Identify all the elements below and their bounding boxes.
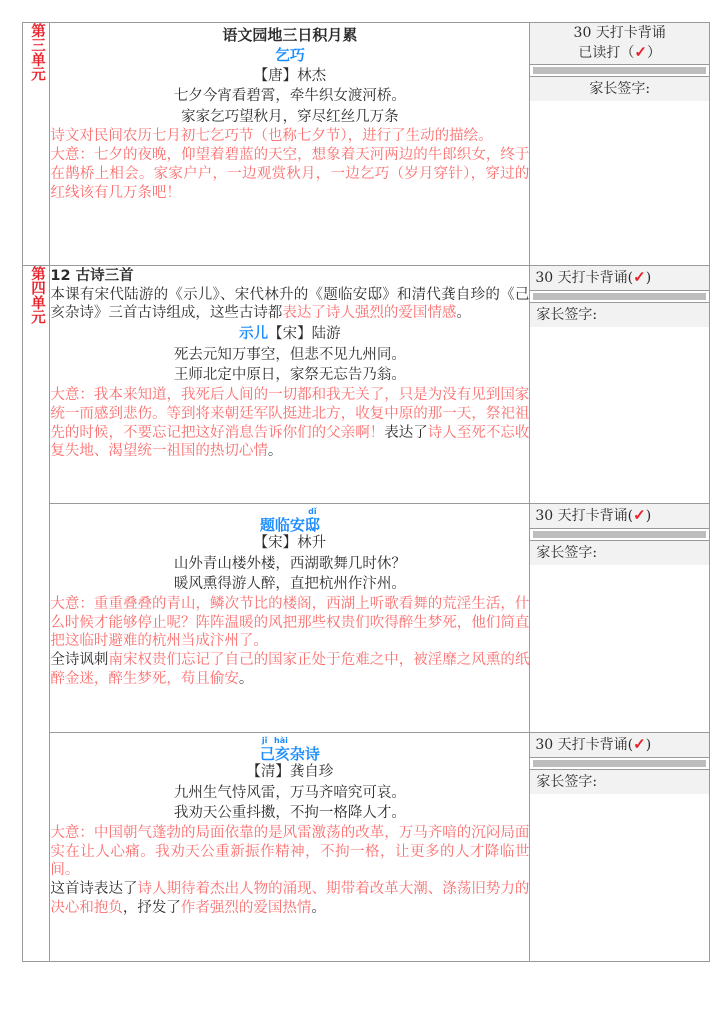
poem-author-shier: 【宋】陆游	[268, 326, 341, 343]
checkin-header-prefix: 30 天打卡背诵(	[535, 737, 634, 753]
table-row	[23, 266, 710, 504]
worksheet-table	[22, 22, 710, 962]
checkin-box[interactable]	[534, 537, 568, 538]
note-run-2: ，抒发了	[122, 900, 181, 917]
note-paragraph	[50, 146, 529, 203]
note-run-4: 。	[311, 900, 326, 917]
checkin-grid[interactable]	[533, 760, 706, 767]
poem-title-shier: 示儿	[239, 326, 269, 343]
note-run-0: 大意：中国朝气蓬勃的局面依靠的是风雷激荡的改革，万马齐喑的沉闷局面实在让人心痛。我劝天公重新振作精神，不拘一格，让更多的人才降临世间。	[50, 824, 530, 879]
note-run-3: 作者强烈的爱国热情	[180, 900, 312, 917]
note-run-1: 表达了	[384, 424, 428, 441]
poem-verse: 死去元知万事空，但悲不见九州同。	[173, 346, 406, 363]
poem-verse: 七夕今宵看碧霄，牵牛织女渡河桥。	[173, 88, 406, 105]
check-icon: ✓	[633, 268, 646, 286]
checkin-box[interactable]	[569, 766, 603, 767]
checkin-header	[530, 266, 709, 291]
checkin-box[interactable]	[637, 766, 671, 767]
checkin-header-suffix: )	[645, 508, 652, 524]
checkin-header-suffix: ）	[646, 44, 661, 61]
checkin-grid[interactable]	[533, 67, 706, 74]
note-run-2: 诗人至死不忘收复失地、渴望统一祖国的热切心情	[50, 424, 530, 460]
poem-title-suffix: 杂诗	[289, 745, 320, 763]
note-run-0: 大意：七夕的夜晚，仰望着碧蓝的天空，想象着天河两边的牛郎织女，终于在鹊桥上相会。家家户户，一边观赏秋月，一边乞巧（岁月穿针），穿过的红线该有几万条吧！	[50, 147, 530, 201]
checkin-header	[530, 733, 709, 758]
checkin-box[interactable]	[569, 299, 603, 300]
poem-verse: 九州生气恃风雷，万马齐喑究可哀。	[173, 784, 406, 801]
note-paragraph	[50, 651, 529, 689]
checkin-header-prefix: 已读打（	[578, 44, 635, 61]
checkin-box[interactable]	[672, 766, 706, 767]
note-run-1: 诗人期待着杰出人物的涌现、期带着改革大潮、涤荡旧势力的决心和抱负	[50, 881, 530, 917]
checkin-cell-shier	[530, 266, 710, 504]
unit-label-third: 第三单元	[29, 23, 46, 81]
note-paragraph	[50, 127, 529, 146]
poem-author-qiqiao: 【唐】林杰	[253, 67, 327, 84]
check-icon: ✓	[633, 506, 646, 524]
content-cell-shier	[50, 266, 530, 504]
content-cell-jihai	[50, 733, 530, 962]
table-row	[23, 23, 710, 266]
checkin-box[interactable]	[603, 299, 637, 300]
checkin-box[interactable]	[534, 73, 568, 74]
parent-signature-label[interactable]: 家长签字:	[530, 769, 709, 794]
checkin-header-suffix: )	[645, 737, 652, 753]
page-title-qiqiao: 语文园地三日积月累	[222, 26, 358, 44]
checkin-box[interactable]	[637, 537, 671, 538]
unit-label-cell-third	[23, 23, 50, 266]
parent-signature-label[interactable]: 家长签字:	[530, 302, 709, 327]
parent-signature-label[interactable]: 家长签字:	[530, 76, 709, 101]
checkin-box[interactable]	[534, 766, 568, 767]
poem-verse: 王师北定中原日，家祭无忘告乃翁。	[173, 367, 406, 384]
poem-title-author-shier	[50, 325, 529, 345]
parent-signature-label[interactable]: 家长签字:	[530, 540, 709, 565]
poem-verse: 山外青山楼外楼，西湖歌舞几时休？	[173, 555, 406, 572]
checkin-box[interactable]	[534, 299, 568, 300]
checkin-box[interactable]	[672, 537, 706, 538]
note-run-0: 大意：我本来知道，我死后人间的一切都和我无关了，只是为没有见到国家统一而感到悲伤。等到将来朝廷军队挺进北方，收复中原的那一天，祭祀祖先的时候，不要忘记把这好消息告诉你们的父亲啊！	[50, 386, 530, 441]
lesson-intro	[50, 286, 529, 324]
poem-verse: 我劝天公重抖擞，不拘一格降人才。	[173, 805, 406, 822]
checkin-box[interactable]	[569, 73, 603, 74]
checkin-box[interactable]	[603, 766, 637, 767]
checkin-grid[interactable]	[533, 293, 706, 300]
unit-label-cell-fourth	[23, 266, 50, 962]
poem-author-tilinandi: 【宋】林升	[253, 535, 327, 551]
note-run-3: 。	[267, 443, 283, 460]
poem-title-char: 邸	[304, 516, 320, 534]
table-row	[23, 504, 710, 733]
checkin-box[interactable]	[637, 73, 671, 74]
checkin-cell-qiqiao	[530, 23, 710, 266]
checkin-header-prefix: 30 天打卡背诵(	[535, 508, 634, 524]
note-run-2: 。	[238, 671, 254, 688]
checkin-header	[530, 504, 709, 529]
unit-label-fourth: 第四单元	[29, 266, 46, 324]
note-paragraph	[50, 386, 529, 461]
note-paragraph	[50, 824, 529, 881]
checkin-cell-jihai	[530, 733, 710, 962]
checkin-header-line1: 30 天打卡背诵	[573, 25, 666, 41]
checkin-cell-tilinandi	[530, 504, 710, 733]
poem-title-prefix: 题临安	[259, 516, 305, 534]
note-run-0: 全诗讽刺	[50, 652, 109, 669]
checkin-header-prefix: 30 天打卡背诵(	[535, 270, 634, 286]
lesson-heading: 12 古诗三首	[50, 268, 134, 284]
checkin-header-suffix: )	[645, 270, 652, 286]
checkin-grid[interactable]	[533, 531, 706, 538]
checkin-box[interactable]	[672, 73, 706, 74]
note-run-1: 南宋权贵们忘记了自己的国家正处于危难之中，被淫靡之风熏的纸醉金迷，醉生梦死，苟且偷安	[50, 652, 530, 688]
poem-title-jihai	[50, 736, 529, 762]
table-row	[23, 733, 710, 962]
check-icon: ✓	[633, 735, 646, 753]
content-cell-tilinandi	[50, 504, 530, 733]
check-icon: ✓	[634, 42, 647, 61]
checkin-box[interactable]	[569, 537, 603, 538]
checkin-box[interactable]	[603, 537, 637, 538]
note-run-2: 。	[456, 305, 471, 322]
ruby-annotation	[259, 736, 290, 763]
note-run-0: 本课有宋代陆游的《示儿》、宋代林升的《题临安邸》和清代龚自珍的《己亥杂诗》三首古诗组成，这些古诗都	[50, 286, 530, 322]
note-paragraph	[50, 595, 529, 652]
checkin-box[interactable]	[672, 299, 706, 300]
poem-verse: 家家乞巧望秋月，穿尽红丝几万条	[181, 108, 399, 125]
note-run-1: 表达了诗人强烈的爱国情感	[282, 305, 457, 322]
checkin-header	[530, 23, 709, 65]
poem-title-char: 己亥	[259, 745, 290, 763]
checkin-box[interactable]	[603, 73, 637, 74]
poem-title-qiqiao: 乞巧	[274, 46, 305, 65]
checkin-header-line2	[533, 43, 706, 63]
note-run-0: 这首诗表达了	[50, 881, 138, 898]
pinyin-annotation: dǐ	[304, 507, 320, 516]
note-paragraph	[50, 880, 529, 918]
note-run-0: 大意：重重叠叠的青山，鳞次节比的楼阁，西湖上听歌看舞的荒淫生活，什么时候才能够停止呢？阵阵温暖的风把那些权贵们吹得醉生梦死，他们简直把这临时避难的杭州当成汴州了。	[50, 595, 530, 650]
checkin-box[interactable]	[637, 299, 671, 300]
note-run-0: 诗文对民间农历七月初七乞巧节（也称七夕节），进行了生动的描绘。	[50, 128, 493, 145]
poem-author-jihai: 【清】龚自珍	[246, 764, 334, 780]
poem-verse: 暖风熏得游人醉，直把杭州作汴州。	[173, 576, 406, 593]
poem-title-tilinandi	[50, 507, 529, 533]
ruby-annotation	[304, 507, 320, 534]
pinyin-annotation: jǐ hài	[259, 736, 290, 745]
content-cell-qiqiao	[50, 23, 530, 266]
